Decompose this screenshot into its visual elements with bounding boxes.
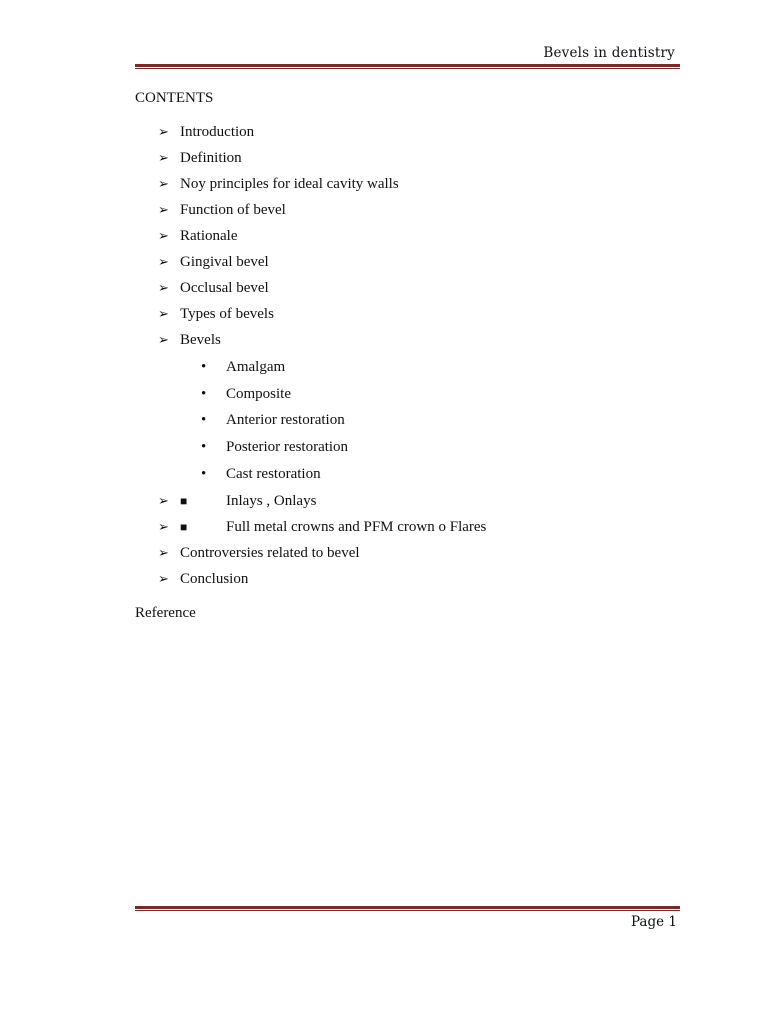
arrow-bullet-icon: ➢ (158, 254, 169, 269)
page-number: Page 1 (630, 914, 677, 930)
arrow-bullet-icon: ➢ (158, 124, 169, 139)
toc-item-label: Types of bevels (180, 306, 274, 322)
arrow-bullet-icon: ➢ (158, 150, 169, 165)
arrow-bullet-icon: ➢ (158, 332, 169, 347)
toc-item-label: Bevels (180, 332, 221, 348)
toc-item-label: Conclusion (180, 571, 249, 587)
toc-item-label: Definition (180, 150, 242, 166)
toc-item-label: Full metal crowns and PFM crown o Flares (226, 519, 487, 535)
arrow-bullet-icon: ➢ (158, 202, 169, 217)
toc-item-label: Controversies related to bevel (180, 545, 360, 561)
arrow-bullet-icon: ➢ (158, 571, 169, 586)
arrow-bullet-icon: ➢ (158, 545, 169, 560)
document-header-title: Bevels in dentistry (543, 45, 675, 61)
toc-item-label: Noy principles for ideal cavity walls (180, 176, 399, 192)
toc-subitem-label: Posterior restoration (226, 439, 349, 455)
toc-item-label: Function of bevel (180, 202, 286, 218)
toc-subitem-label: Amalgam (226, 359, 286, 375)
toc-item-label: Inlays , Onlays (226, 493, 317, 509)
toc-subitem-label: Anterior restoration (226, 412, 345, 428)
toc-subitem-label: Composite (226, 386, 292, 402)
contents-heading: CONTENTS (135, 90, 214, 106)
toc-item-label: Rationale (180, 228, 238, 244)
arrow-bullet-icon: ➢ (158, 176, 169, 191)
square-bullet-icon: ■ (180, 494, 188, 508)
bullet-icon: • (201, 439, 207, 455)
toc-item-label: Occlusal bevel (180, 280, 269, 296)
bullet-icon: • (201, 466, 207, 482)
arrow-bullet-icon: ➢ (158, 493, 169, 508)
toc-item-label: Introduction (180, 124, 255, 140)
bullet-icon: • (201, 359, 207, 375)
arrow-bullet-icon: ➢ (158, 280, 169, 295)
toc-subitem-label: Cast restoration (226, 466, 321, 482)
bullet-icon: • (201, 386, 207, 402)
arrow-bullet-icon: ➢ (158, 228, 169, 243)
bullet-icon: • (201, 412, 207, 428)
arrow-bullet-icon: ➢ (158, 306, 169, 321)
reference-heading: Reference (135, 605, 196, 621)
arrow-bullet-icon: ➢ (158, 519, 169, 534)
square-bullet-icon: ■ (180, 520, 188, 534)
toc-item-label: Gingival bevel (180, 254, 269, 270)
footer-rule (135, 906, 680, 911)
